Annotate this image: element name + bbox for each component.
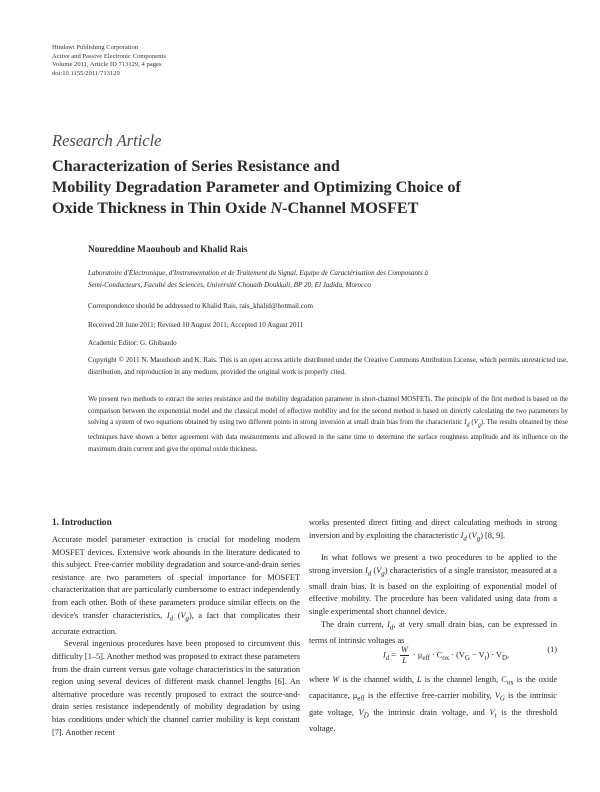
para-text: ( <box>466 530 472 540</box>
symbol-sub: t <box>494 712 497 720</box>
symbol: I <box>166 610 170 620</box>
article-type: Research Article <box>52 131 162 150</box>
symbol-sub: d <box>385 655 390 663</box>
symbol-sub: d <box>367 570 372 578</box>
affiliation-line: Laboratoire d'Électronique, d'Instrumentation et de Traitement du Signal, Equipe de Caractérisation des Composants à <box>88 269 429 277</box>
symbol: I <box>460 530 464 540</box>
title-line: Mobility Degradation Parameter and Optimizing Choice of <box>52 178 461 196</box>
symbol-sub: d <box>169 615 174 623</box>
fraction-denominator: L <box>402 656 407 665</box>
para-text: where <box>309 675 333 684</box>
affiliation <box>88 268 568 291</box>
doi: doi:10.1155/2011/713129 <box>52 69 120 77</box>
para-text: is the threshold voltage. <box>309 707 557 733</box>
symbol-sub: t <box>484 655 487 663</box>
copyright-notice: Copyright © 2011 N. Maouhoub and K. Rais. This is an open access article distributed under the Creative Commons Attribution License, which permits unrestricted use, distribution, and reproduction in any medium, provided the original work is properly cited. <box>88 356 568 376</box>
symbol: V <box>376 565 382 575</box>
received-dates: Received 28 June 2011; Revised 10 August 2011; Accepted 10 August 2011 <box>88 321 304 329</box>
paper-title <box>52 156 572 219</box>
academic-editor: Academic Editor: G. Ghibaudo <box>88 339 177 347</box>
symbol: I <box>387 619 390 629</box>
equation-body <box>383 645 509 666</box>
abstract <box>88 394 568 455</box>
para-text: ) [8, 9]. <box>480 530 506 540</box>
paragraph <box>52 534 300 638</box>
symbol-sub: g <box>476 535 481 543</box>
title-line: Characterization of Series Resistance and <box>52 157 340 175</box>
symbol: V <box>180 610 186 620</box>
correspondence: Correspondence should be addressed to Khalid Rais, rais_khalid@hotmail.com <box>88 302 314 310</box>
symbol: I <box>464 419 467 427</box>
equation-number: (1) <box>547 645 557 654</box>
symbol: V <box>358 707 364 717</box>
fraction <box>400 645 409 666</box>
symbol-sub: d <box>389 624 394 632</box>
fraction-numerator: W <box>401 645 408 654</box>
eq-text: · (V <box>449 650 465 660</box>
para-text: Accurate model parameter extraction is crucial for modeling modern MOSFET devices. Extensive work abounds in the literature dedicated to this subject. Free-carrier mobility degradation and source-and-drain series resistance are two parameters of special importance for MOSFET characterization that are particularly cumbersome to extract independently from each other. Both of these parameters produce similar effects on the device's transfer characteristics, <box>52 535 300 620</box>
symbol-sub: g <box>477 422 481 429</box>
symbol: L <box>417 675 422 684</box>
para-text: In what follows we present a two procedures to be applied to the strong inversion <box>309 553 557 575</box>
para-text: is the channel length, C <box>421 675 507 684</box>
paragraph <box>309 517 557 546</box>
para-text: works presented direct fitting and direct calculating methods in strong inversion and by exploiting the characteristic <box>309 518 557 540</box>
title-italic: N <box>270 199 283 217</box>
symbol-sub: D <box>363 712 369 720</box>
volume-info: Volume 2011, Article ID 713129, 4 pages <box>52 61 162 69</box>
symbol: W <box>332 675 340 684</box>
symbol-sub: eff <box>357 695 365 703</box>
authors: Noureddine Maouhoub and Khalid Rais <box>88 245 248 255</box>
para-text: ( <box>173 610 181 620</box>
affiliation-line: Semi-Conducteurs, Faculté des Sciences, Université Chouaib Doukkali, BP 20, El Jadida, Morocco <box>88 280 371 289</box>
abstract-text: ). The results obtained by these techniques have shown a better agreement with data measurements and allowed in the same time to determine the surface roughness amplitude and its influence on the maximum drain current and give the optimal oxide thickness. <box>88 419 568 453</box>
right-column-part2 <box>309 552 557 647</box>
left-column <box>52 534 300 739</box>
para-text: ( <box>371 565 377 575</box>
publisher: Hindawi Publishing Corporation <box>52 44 139 51</box>
symbol: V <box>471 530 477 540</box>
symbol: V <box>494 691 500 701</box>
symbol-sub: ox <box>442 655 450 663</box>
para-text: ) characteristics of a single transistor, measured at a small drain bias. It is based on the exploiting of exponential model of effective mobility. The procedure has been validated using data from a single experimental short channel device. <box>309 565 557 617</box>
symbol-sub: d <box>466 422 470 429</box>
symbol: V <box>473 419 478 427</box>
symbol-sub: G <box>464 655 470 663</box>
right-column-part3 <box>309 674 557 735</box>
eq-text: ) · V <box>486 650 503 660</box>
symbol-sub: g <box>185 615 189 623</box>
para-text: ), a fact that complicates their accurate extraction. <box>52 610 300 636</box>
abstract-text: We present two methods to extract the series resistance and the mobility degradation parameter in short-channel MOSFETs. The principle of the first method is based on the comparison between the exponential model and the classical model of effective mobility and for the second method is based on directly calculating the two parameters by solving a system of two equations obtained by using two different points in strong inversion at small drain bias from the characteristic <box>88 396 568 427</box>
symbol-sub: G <box>499 695 505 703</box>
para-text: The drain current, <box>321 619 388 629</box>
section-heading: 1. Introduction <box>52 518 112 528</box>
para-text: is the channel width, <box>339 675 418 684</box>
para-text: is the intrinsic gate voltage, <box>309 691 557 717</box>
title-line-text: Oxide Thickness in Thin Oxide <box>52 199 271 217</box>
paragraph <box>309 674 557 735</box>
para-text: is the oxide capacitance, μ <box>309 675 558 701</box>
right-column <box>309 517 557 546</box>
symbol: V <box>489 707 495 717</box>
abstract-text: ( <box>469 419 474 427</box>
eq-text: − V <box>469 650 485 660</box>
eq-text: · μ <box>410 650 423 660</box>
paragraph: Several ingenious procedures have been proposed to circumvent this difficulty [1–5]. Another method was proposed to extract these parameters from the drain current versus gate voltage characteristics in the saturation region using several devices of different mask channel lengths [6]. An alternative procedure was recently proposed to extract the source-and-drain series resistance independently of mobility degradation by using bias conditions under which the channel carrier mobility is kept constant [7]. Another recent <box>52 639 300 737</box>
eq-text: = <box>389 650 399 660</box>
equation-1 <box>309 638 557 668</box>
symbol-sub: g <box>381 570 385 578</box>
para-text: , at very small drain bias, can be expressed in terms of intrinsic voltages as <box>309 619 557 645</box>
symbol-sub: D <box>502 655 508 663</box>
para-text: the intrinsic drain voltage, and <box>368 707 490 717</box>
symbol: I <box>383 650 386 660</box>
para-text: is the effective free-carrier mobility, <box>364 691 495 701</box>
publication-info <box>52 44 166 78</box>
symbol-sub: d <box>463 535 467 543</box>
symbol: I <box>365 565 368 575</box>
paragraph <box>309 552 557 619</box>
eq-text: , <box>507 650 510 660</box>
symbol-sub: eff <box>422 655 430 663</box>
symbol-sub: ox <box>506 679 514 687</box>
eq-text: · C <box>429 650 443 660</box>
title-line <box>52 198 572 219</box>
title-line-end: -Channel MOSFET <box>282 199 419 217</box>
journal-name: Active and Passive Electronic Components <box>52 52 166 60</box>
